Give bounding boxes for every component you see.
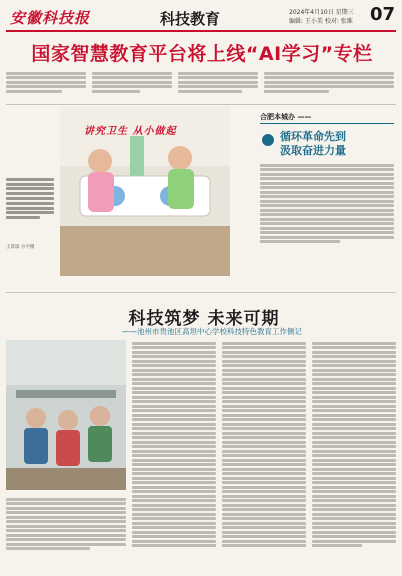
paper-name: 安徽科技报 [10, 9, 91, 27]
masthead [6, 4, 396, 30]
article1-column-3 [178, 70, 258, 102]
sidebar-tag: 合肥本城办 —— [260, 113, 312, 121]
photo-science-activity [6, 340, 126, 490]
sidebar-rule [260, 123, 394, 124]
issue-meta: 编辑: 王小美 校对: 张维 [289, 18, 353, 25]
masthead-rule [6, 30, 396, 32]
article2-column-2 [222, 340, 306, 572]
article2-column-0 [6, 496, 126, 572]
sidebar-body [260, 162, 394, 274]
section-name: 科技教育 [160, 10, 221, 28]
divider [6, 292, 396, 293]
article1-column-1 [6, 70, 86, 102]
article1-column-2 [92, 70, 172, 102]
issue-date: 2024年4月10日 星期三 [289, 9, 354, 16]
article2-column-3 [312, 340, 396, 572]
page-number: 07 [370, 4, 396, 25]
photo-overlay-title: 讲究卫生 从小做起 [84, 126, 177, 137]
article2-column-1 [132, 340, 216, 572]
photo-credit: 王景琼 方宇摄 [6, 245, 35, 250]
subheadline-science-dream: ——池州市贵池区高坦中心学校科技特色教育工作侧记 [122, 327, 302, 336]
article1-column-4 [264, 70, 394, 102]
sidebar-headline: 循环革命先到 汲取奋进力量 [280, 130, 346, 157]
headline-science-dream: 科技筑梦 未来可期 [128, 309, 280, 329]
divider [6, 104, 396, 105]
headline-ai-learning: 国家智慧教育平台将上线“AI学习”专栏 [31, 43, 373, 65]
sidebar-marker-icon [262, 134, 274, 146]
